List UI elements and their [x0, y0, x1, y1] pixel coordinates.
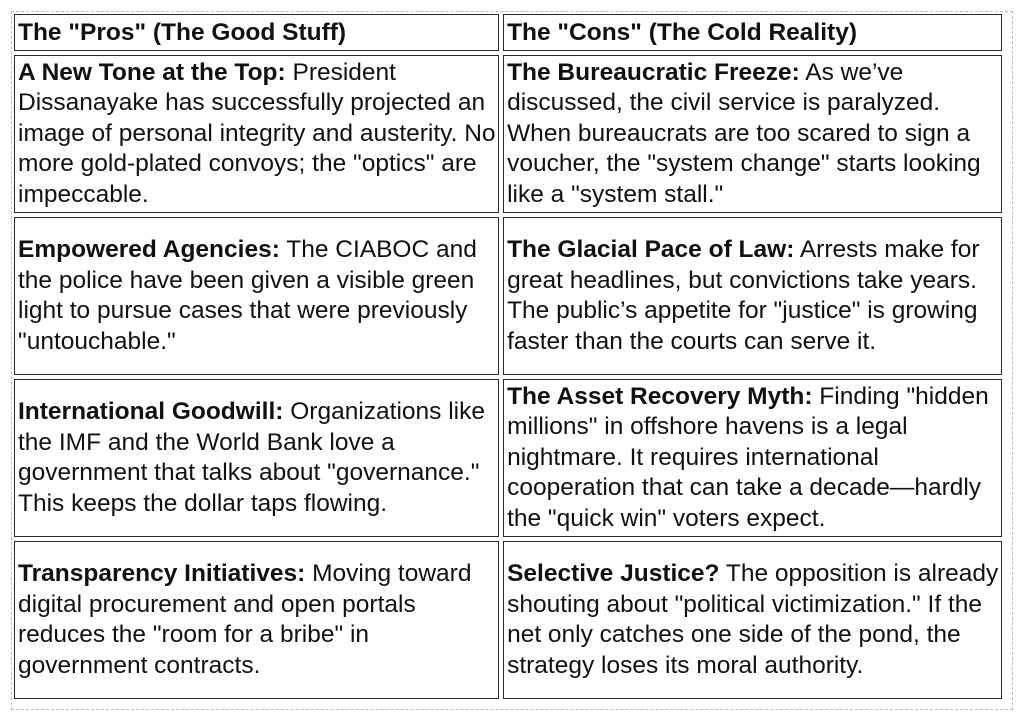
- table-row: [14, 379, 1002, 537]
- table-row: [14, 541, 1002, 699]
- con-cell: [503, 379, 1002, 537]
- con-lead: Selective Justice?: [507, 560, 720, 587]
- con-cell: [503, 217, 1002, 375]
- pro-text: Moving toward digital procurement and open portals reduces the "room for a bribe" in government contracts.: [18, 560, 472, 679]
- con-text: The opposition is already shouting about "political victimization." If the net only catches one side of the pond, the strategy loses its moral authority.: [507, 560, 999, 679]
- con-cell: [503, 55, 1002, 213]
- pro-cell: [14, 55, 499, 213]
- pro-cell: [14, 379, 499, 537]
- pro-cell: [14, 541, 499, 699]
- pro-cell: [14, 217, 499, 375]
- header-row: [14, 14, 1002, 51]
- table-row: [14, 217, 1002, 375]
- pro-lead: Transparency Initiatives:: [18, 560, 306, 587]
- pro-lead: Empowered Agencies:: [18, 236, 280, 263]
- con-lead: The Asset Recovery Myth:: [507, 382, 813, 410]
- con-text: Finding "hidden millions" in offshore havens is a legal nightmare. It requires international cooperation that can take a decade—hardly the "quick win" voters expect.: [507, 382, 989, 532]
- con-cell: [503, 541, 1002, 699]
- pros-cons-table: [10, 10, 1006, 703]
- con-lead: The Glacial Pace of Law:: [507, 236, 795, 263]
- table-row: [14, 55, 1002, 213]
- pro-text: Organizations like the IMF and the World Bank love a government that talks about "governance." This keeps the dollar taps flowing.: [18, 398, 485, 517]
- cons-header: The "Cons" (The Cold Reality): [503, 14, 1002, 51]
- pro-text: President Dissanayake has successfully projected an image of personal integrity and austerity. No more gold-plated convoys; the "optics" are impeccable.: [18, 58, 496, 208]
- con-lead: The Bureaucratic Freeze:: [507, 58, 800, 86]
- con-text: As we’ve discussed, the civil service is paralyzed. When bureaucrats are too scared to sign a voucher, the "system change" starts looking like a "system stall.": [507, 58, 981, 208]
- pros-header: The "Pros" (The Good Stuff): [14, 14, 499, 51]
- pro-lead: A New Tone at the Top:: [18, 58, 286, 86]
- con-text: Arrests make for great headlines, but convictions take years. The public’s appetite for "justice" is growing faster than the courts can serve it.: [507, 236, 980, 355]
- pro-text: The CIABOC and the police have been given a visible green light to pursue cases that were previously "untouchable.": [18, 236, 477, 355]
- pro-lead: International Goodwill:: [18, 398, 284, 425]
